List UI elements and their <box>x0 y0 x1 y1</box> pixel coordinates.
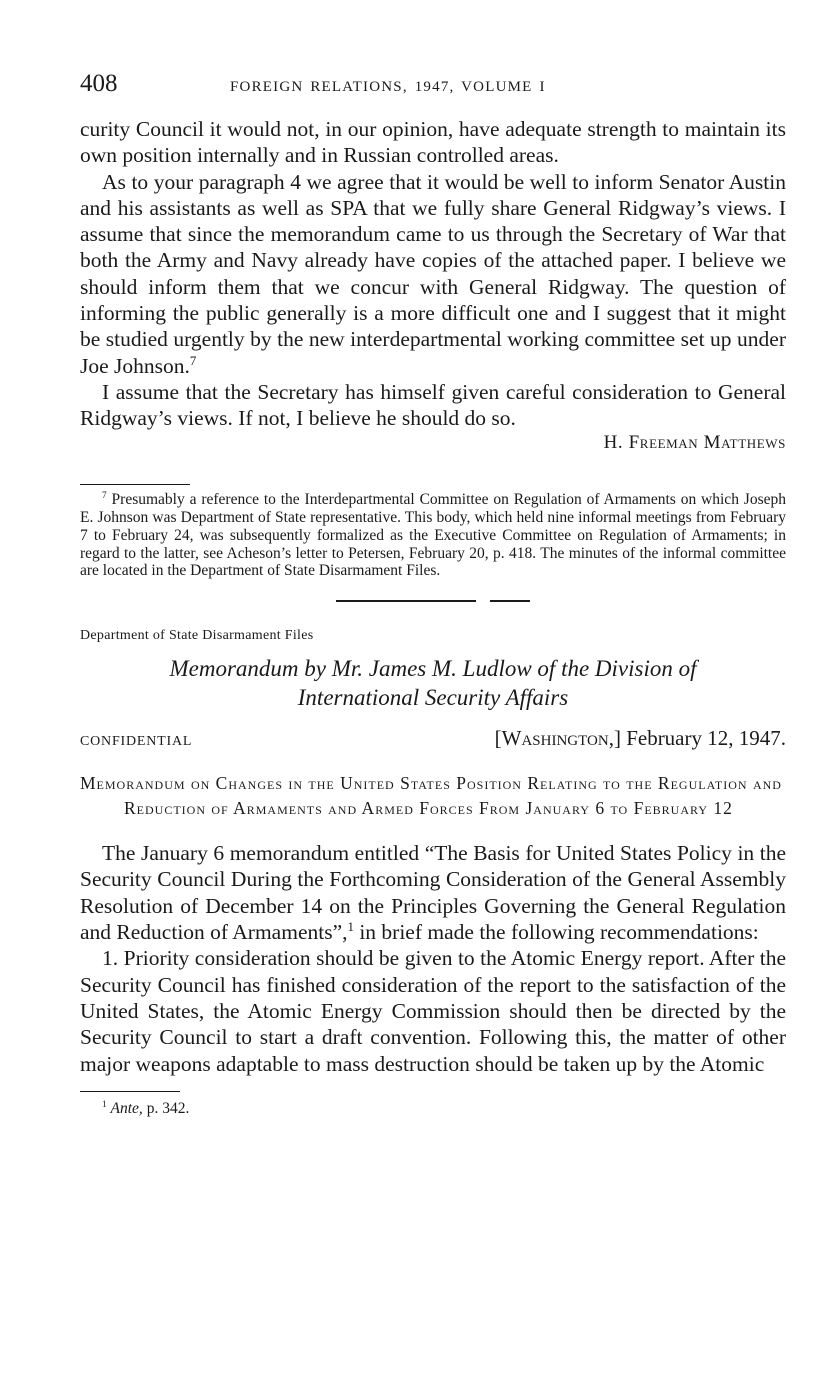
footnote-mark: 7 <box>189 353 197 368</box>
footnote <box>80 491 786 580</box>
footnote-mark: 7 <box>102 491 107 501</box>
paragraph: curity Council it would not, in our opinion, have adequate strength to maintain its own position internally and in Russian controlled areas. <box>80 117 786 168</box>
footnote-rule <box>80 484 190 486</box>
footnote <box>80 1100 786 1118</box>
memo-title-line: International Security Affairs <box>297 685 569 711</box>
memo-date <box>495 726 786 751</box>
document-page <box>80 70 786 1118</box>
footnote-mark: 1 <box>102 1100 107 1111</box>
classification: CONFIDENTIAL <box>80 734 193 750</box>
memo-heading: Memorandum on Changes in the United States Position Relating to the Regulation and Reduction of Armaments and Armed Forces From January 6 to February 12 <box>80 773 782 818</box>
paragraph: I assume that the Secretary has himself given careful consideration to General Ridgway’s views. If not, I believe he should do so. <box>80 379 786 431</box>
continuation-text <box>80 116 786 432</box>
memo-date-text: February 12, 1947. <box>626 726 786 751</box>
classification-date-line <box>80 726 786 751</box>
paragraph-text: As to your paragraph 4 we agree that it would be well to inform Senator Austin and his assistants as well as SPA that we fully share General Ridgway’s views. I assume that since the memorandum came to us through the Secretary of War that both the Army and Navy already have copies of the attached paper. I believe we should inform them that we concur with General Ridgway. The question of informing the public generally is a more difficult one and I suggest that it might be studied urgently by the new interdepartmental working committee set up under Joe Johnson. <box>80 169 786 378</box>
divider-rule <box>490 600 530 602</box>
footnote-mark: 1 <box>347 919 354 934</box>
divider-rule <box>336 600 476 602</box>
page-number: 408 <box>80 70 118 97</box>
document-source: Department of State Disarmament Files <box>80 628 314 644</box>
memo-title <box>80 654 786 712</box>
paragraph: 1. Priority consideration should be given to the Atomic Energy report. After the Security Council has finished consideration of the report to the satisfaction of the United States, the Atomic Energy Commission should then be directed by the Security Council to start a draft convention. Following this, the matter of other major weapons adaptable to mass destruction should be taken up by the Atomic <box>80 946 786 1076</box>
footnote-text: Presumably a reference to the Interdepartmental Committee on Regulation of Armaments on which Joseph E. Johnson was Department of State representative. This body, which held nine informal meetings from February 7 to February 24, was subsequently formalized as the Executive Committee on Regulation of Armaments; in regard to the latter, see Acheson’s letter to Petersen, February 20, p. 418. The minutes of the informal committee are located in the Department of State Disarmament Files. <box>80 491 787 580</box>
memo-title-line: Memorandum by Mr. James M. Ludlow of the Division of <box>169 656 697 682</box>
memo-body <box>80 840 786 1077</box>
footnote-ref: p. 342. <box>142 1100 190 1118</box>
paragraph-text: The January 6 memorandum entitled “The Basis for United States Policy in the Security Council During the Forthcoming Consideration of the General Assembly Resolution of December 14 on the Principles Governing the General Regulation and Reduction of Armaments”, <box>80 841 786 945</box>
footnote-ante: Ante, <box>110 1100 143 1118</box>
footnote-rule <box>80 1091 180 1093</box>
memo-place: [Washington,] <box>494 726 621 751</box>
running-head <box>80 70 786 104</box>
running-title: FOREIGN RELATIONS, 1947, VOLUME I <box>230 79 546 95</box>
signature: H. Freeman Matthews <box>603 431 786 453</box>
paragraph <box>80 840 786 945</box>
paragraph-text: in brief made the following recommendations: <box>353 920 759 945</box>
paragraph <box>80 169 786 379</box>
section-divider <box>80 600 786 602</box>
